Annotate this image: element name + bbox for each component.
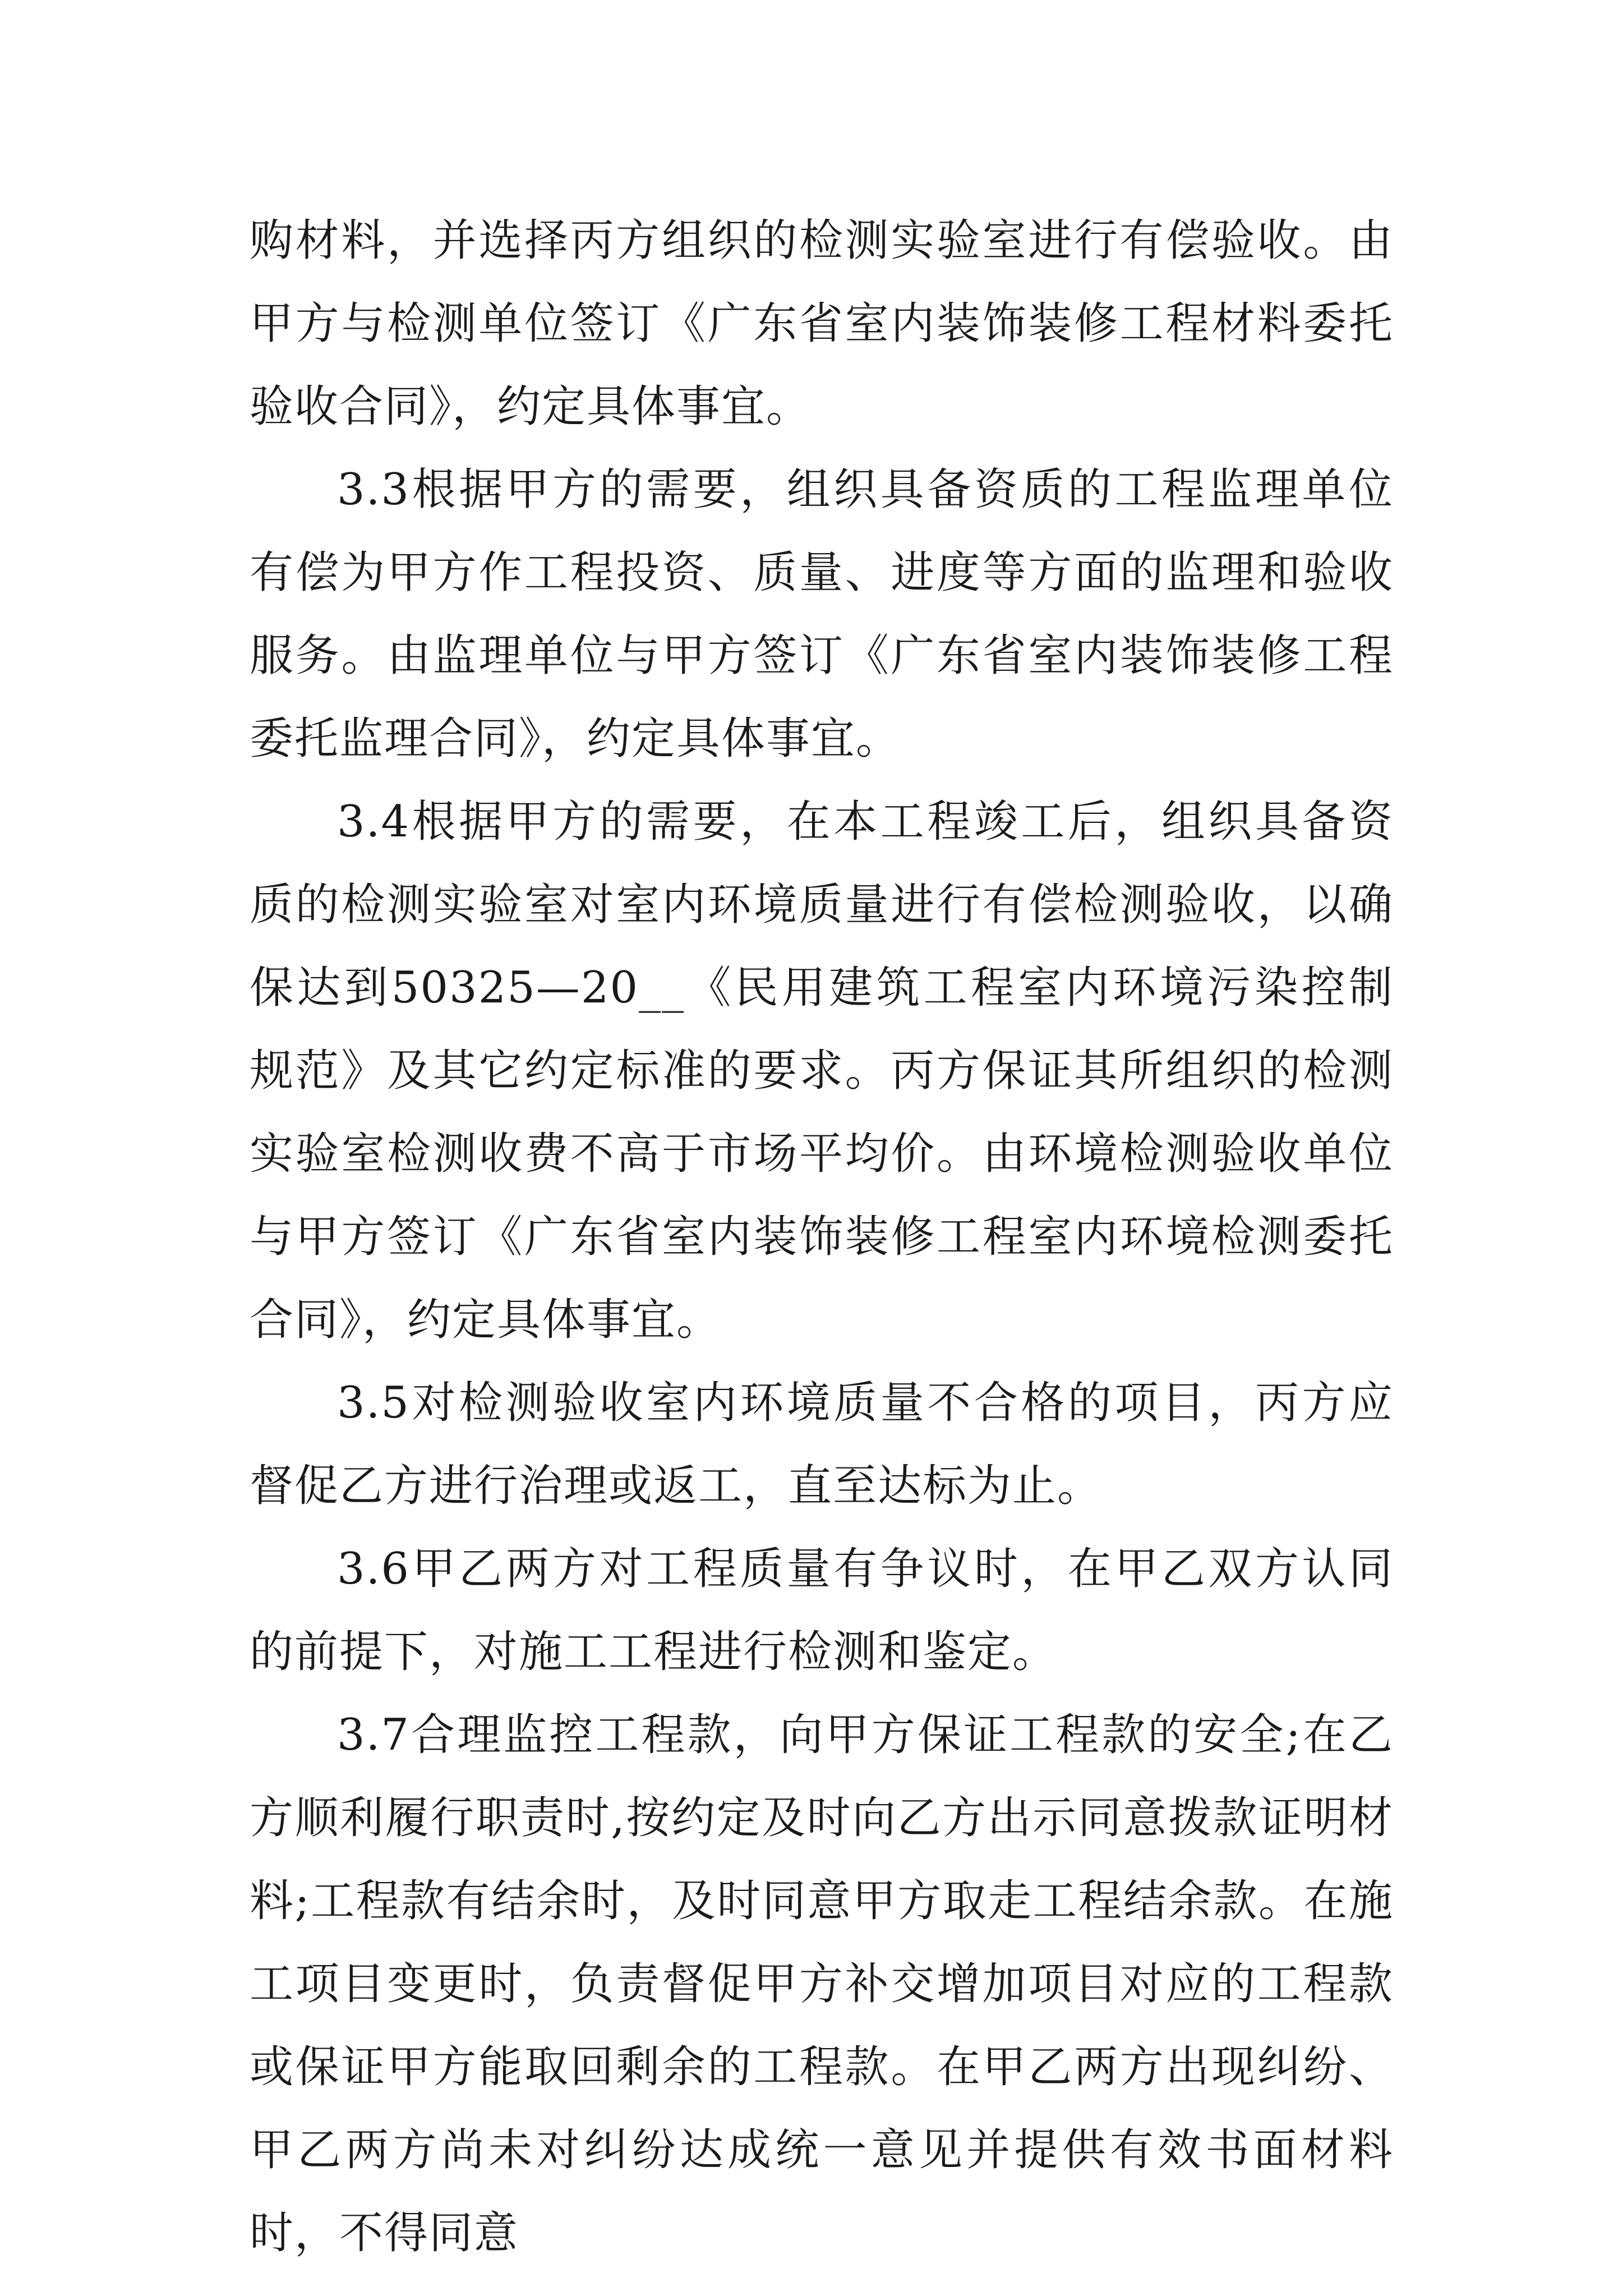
paragraph-continuation: 购材料，并选择丙方组织的检测实验室进行有偿验收。由甲方与检测单位签订《广东省室内装饰装修工程材料委托验收合同》，约定具体事宜。: [250, 215, 1394, 432]
paragraph-3-6: 3.6甲乙两方对工程质量有争议时，在甲乙双方认同的前提下，对施工工程进行检测和鉴定。: [250, 1544, 1394, 1677]
document-body: [250, 199, 1394, 2275]
paragraph-3-4: 3.4根据甲方的需要，在本工程竣工后，组织具备资质的检测实验室对室内环境质量进行有偿检测验收，以确保达到50325—20__《民用建筑工程室内环境污染控制规范》及其它约定标准的要求。丙方保证其所组织的检测实验室检测收费不高于市场平均价。由环境检测验收单位与甲方签订《广东省室内装饰装修工程室内环境检测委托合同》，约定具体事宜。: [250, 797, 1394, 1345]
paragraph-3-7: 3.7合理监控工程款，向甲方保证工程款的安全;在乙方顺利履行职责时,按约定及时向乙方出示同意拨款证明材料;工程款有结余时，及时同意甲方取走工程结余款。在施工项目变更时，负责督促甲方补交增加项目对应的工程款或保证甲方能取回剩余的工程款。在甲乙两方出现纠纷、甲乙两方尚未对纠纷达成统一意见并提供有效书面材料时，不得同意: [250, 1710, 1394, 2258]
paragraph-3-5: 3.5对检测验收室内环境质量不合格的项目，丙方应督促乙方进行治理或返工，直至达标为止。: [250, 1378, 1394, 1511]
paragraph-3-3: 3.3根据甲方的需要，组织具备资质的工程监理单位有偿为甲方作工程投资、质量、进度等方面的监理和验收服务。由监理单位与甲方签订《广东省室内装饰装修工程委托监理合同》，约定具体事宜。: [250, 464, 1394, 764]
